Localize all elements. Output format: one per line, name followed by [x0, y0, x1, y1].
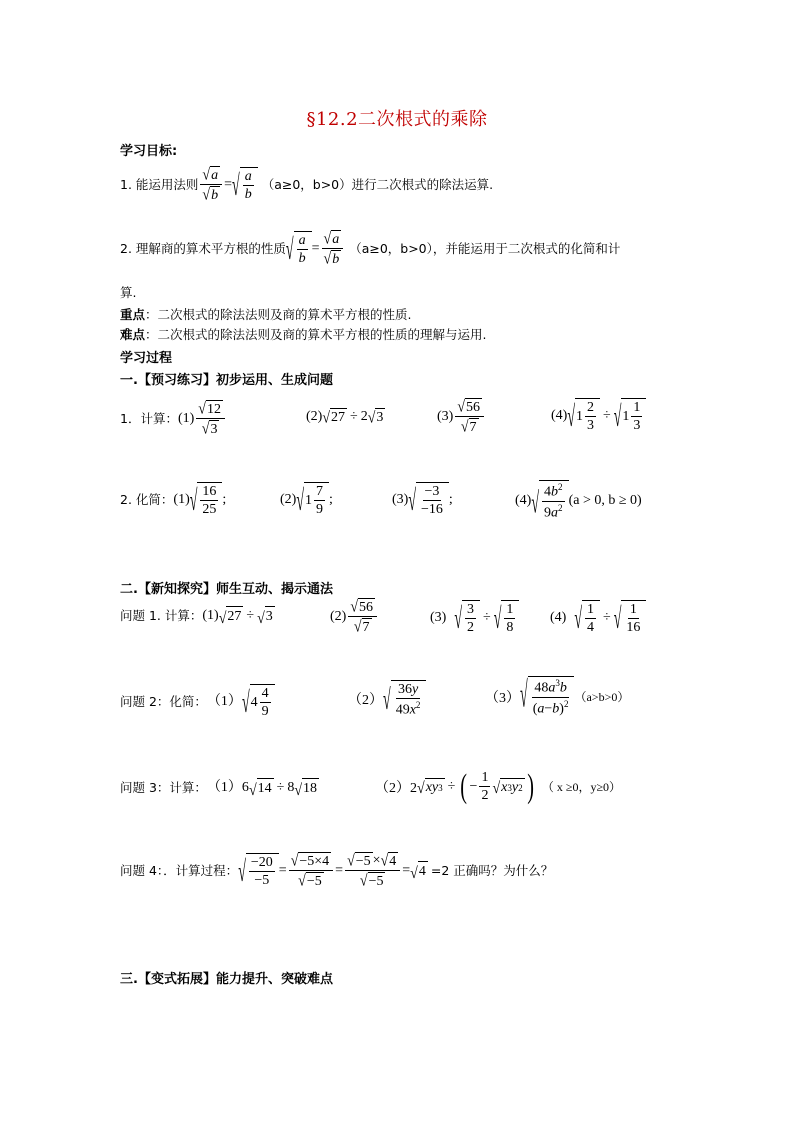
division-rule-formula: √ a √ b = √ $\frac{a}{b}$: [198, 166, 257, 204]
s2-p4-tail: =2 正确吗？为什么？: [430, 862, 554, 878]
s1-q2-4-cond: (a > 0, b ≥ 0): [568, 492, 642, 508]
difficulty-text: ：二次根式的除法法则及商的算术平方根的性质的理解与运用.: [145, 327, 487, 342]
s2-p2-3-cond: （a>b>0）: [574, 690, 630, 705]
s2-p1-2: (2) √ 56 √ 7: [330, 598, 379, 636]
s2-p1-label: 问题 1. 计算：: [120, 608, 203, 623]
s2-p3-label: 问题 3：计算：: [120, 780, 207, 795]
objective-2-cond: （a≥0，b>0），并能运用于二次根式的化简和计: [349, 240, 621, 256]
s1-q2-label: 2. 化简：: [120, 491, 174, 507]
s2-p2-3: （3） √ $\frac{48a^3b}{(a-b)^2}$ （a>b>0）: [485, 678, 630, 718]
difficulty: [120, 326, 487, 344]
s2-p1-1: (1) √ 27 ÷ √ 3: [202, 608, 273, 628]
s2-p2-1: （1） √ 4 $\frac{4}{9}$: [207, 684, 275, 720]
s1-q1: [120, 400, 227, 438]
s2-p2-label: 问题 2：化简：: [120, 693, 207, 709]
s2-p2-2: （2） √ $\frac{36y}{49x^2}$: [348, 680, 426, 718]
s2-p3: [120, 778, 319, 798]
s2-p4-expr: √ $\frac{-20}{-5}$ = √ −5×4 √ −5 = √ −5 × √ 4 √ −5 = √ 4: [238, 852, 426, 892]
s1-q2-2: (2) √ 1 $\frac{7}{9}$ ;: [280, 484, 333, 518]
s1-q1-3: (3) √ 56 √ 7: [437, 398, 486, 436]
s1-q1-2: (2) √ 27 ÷ 2 √ 3: [306, 409, 384, 428]
section-2-heading: 二.【新知探究】师生互动、揭示通法: [120, 582, 333, 597]
s1-q2-3: (3) √ $\frac{-3}{-16}$ ;: [392, 484, 453, 518]
s2-p4-label: 问题 4：．计算过程：: [120, 862, 239, 878]
section-1-heading: 一.【预习练习】初步运用、生成问题: [120, 373, 333, 388]
s2-p1-4: (4) √ $\frac{1}{4}$ ÷ √ $\frac{1}{16}$: [550, 600, 646, 636]
s2-p1: [120, 606, 275, 626]
s1-q1-label: 1．计算：: [120, 410, 178, 426]
quotient-root-formula: √ $\frac{a}{b}$ = √ a √ b: [286, 230, 345, 268]
key-point: [120, 306, 412, 324]
objective-2-prefix: 2. 理解商的算术平方根的性质: [120, 240, 286, 256]
section-3-heading: 三.【变式拓展】能力提升、突破难点: [120, 972, 333, 987]
s1-q2-4: (4) √ $\frac{4b^2}{9a^2}$ (a > 0, b ≥ 0): [515, 482, 642, 522]
objective-2: [120, 230, 620, 268]
objective-2-wrap: 算.: [120, 285, 137, 300]
objective-1-cond: （a≥0，b>0）进行二次根式的除法运算.: [261, 176, 494, 192]
difficulty-label: 难点: [120, 327, 146, 342]
objective-1: [120, 166, 493, 204]
s2-p1-3: (3) √ $\frac{3}{2}$ ÷ √ $\frac{1}{8}$: [430, 600, 519, 636]
s1-q1-1: (1) √ 12 √ 3: [178, 400, 227, 438]
s2-p3-2: （2）2 √ xy 3 ÷ ( − $\frac{1}{2}$ √ x 3 y 2 ) （ x ≥0，y≥0）: [375, 767, 622, 805]
objective-1-prefix: 1. 能运用法则: [120, 176, 199, 192]
s1-q1-4: (4) √ 1 $\frac{2}{3}$ ÷ √ 1 $\frac{1}{3}$: [551, 398, 646, 434]
key-label: 重点: [120, 307, 146, 322]
process-heading: 学习过程: [120, 351, 173, 366]
s2-p4: [120, 852, 553, 890]
key-text: ：二次根式的除法法则及商的算术平方根的性质.: [145, 307, 412, 322]
s2-p2: [120, 684, 275, 720]
s2-p3-2-cond: （ x ≥0，y≥0）: [541, 780, 622, 795]
page-title: §12.2二次根式的乘除: [306, 109, 488, 130]
s1-q2: [120, 482, 226, 518]
s2-p3-1: （1）6 √ 14 ÷ 8 √ 18: [206, 780, 317, 800]
objectives-heading: 学习目标:: [120, 144, 178, 159]
s1-q2-1: (1) √ $\frac{16}{25}$ ;: [173, 484, 227, 518]
